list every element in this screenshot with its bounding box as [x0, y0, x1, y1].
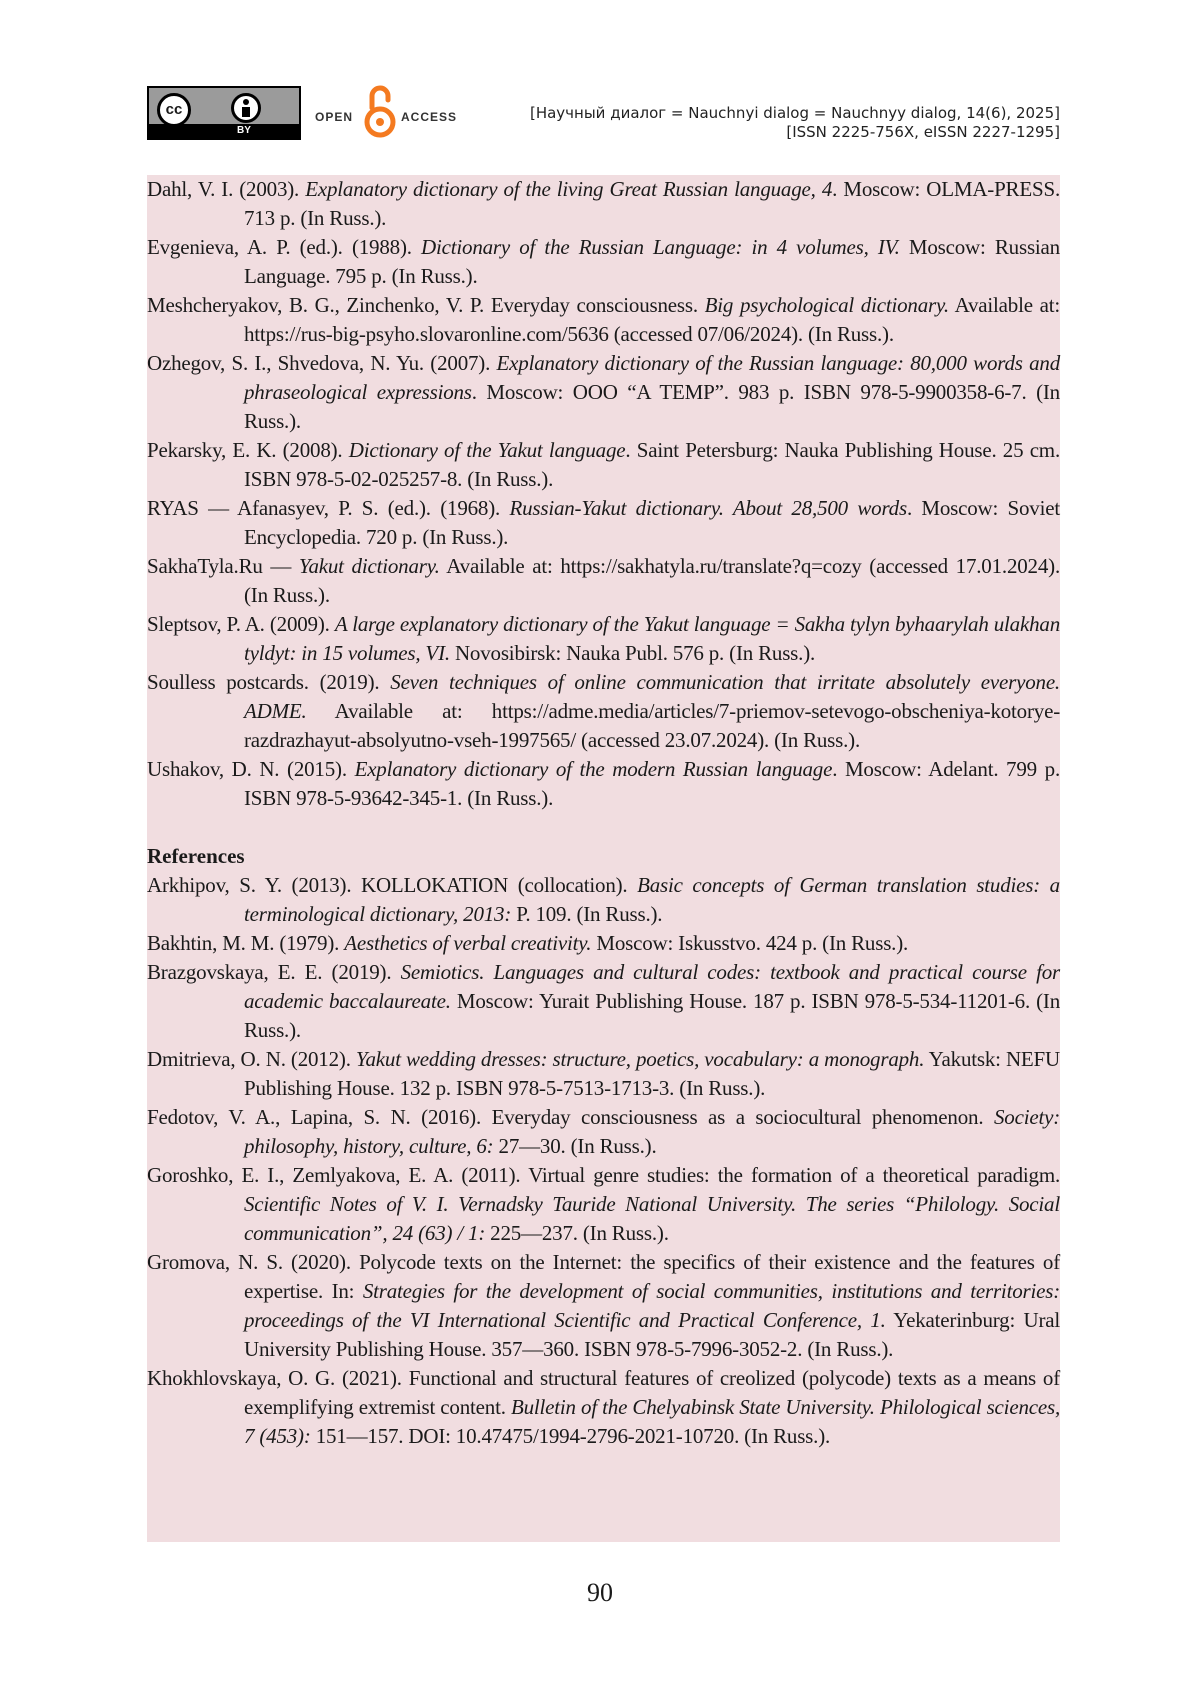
page-header	[147, 84, 1060, 144]
reference-entry: Gromova, N. S. (2020). Polycode texts on the Internet: the specifics of their existence and the features of expertise. In: Strategies for the development of social communities, institutions and territories: proceedings of the VI International Scientific and Practical Conference, 1. Yekaterinburg: Ural University Publishing House. 357—360. ISBN 978-5-7996-3052-2. (In Russ.).	[147, 1250, 1060, 1361]
source-entry: Ushakov, D. N. (2015). Explanatory dictionary of the modern Russian language. Moscow: Adelant. 799 p. ISBN 978-5-93642-345-1. (In Russ.).	[147, 757, 1060, 810]
open-access-lock-icon	[362, 84, 398, 140]
source-entry: Pekarsky, E. K. (2008). Dictionary of the Yakut language. Saint Petersburg: Nauka Publishing House. 25 cm. ISBN 978-5-02-025257-8. (In Russ.).	[147, 438, 1060, 491]
reference-entry: Bakhtin, M. M. (1979). Aesthetics of verbal creativity. Moscow: Iskusstvo. 424 p. (In Russ.).	[147, 931, 909, 955]
source-entry: Dahl, V. I. (2003). Explanatory dictionary of the living Great Russian language, 4. Moscow: OLMA-PRESS. 713 p. (In Russ.).	[147, 177, 1060, 230]
open-label: OPEN	[315, 110, 354, 124]
source-entry: SakhaTyla.Ru — Yakut dictionary. Available at: https://sakhatyla.ru/translate?q=cozy (accessed 17.01.2024). (In Russ.).	[147, 554, 1060, 607]
reference-entry: Goroshko, E. I., Zemlyakova, E. A. (2011). Virtual genre studies: the formation of a theoretical paradigm. Scientific Notes of V. I. Vernadsky Tauride National University. The series “Philology. Social communication”, 24 (63) / 1: 225—237. (In Russ.).	[147, 1163, 1060, 1245]
references-heading: References	[147, 844, 245, 868]
journal-issn-line: [ISSN 2225-756X, eISSN 2227-1295]	[786, 123, 1060, 141]
source-entry: RYAS — Afanasyev, P. S. (ed.). (1968). Russian-Yakut dictionary. About 28,500 words. Moscow: Soviet Encyclopedia. 720 p. (In Russ.).	[147, 496, 1061, 549]
reference-entry: Arkhipov, S. Y. (2013). KOLLOKATION (collocation). Basic concepts of German translation studies: a terminological dictionary, 2013: P. 109. (In Russ.).	[147, 873, 1060, 926]
reference-entry: Khokhlovskaya, O. G. (2021). Functional and structural features of creolized (polycode) texts as a means of exemplifying extremist content. Bulletin of the Chelyabinsk State University. Philological sciences, 7 (453): 151—157. DOI: 10.47475/1994-2796-2021-10720. (In Russ.).	[147, 1366, 1061, 1448]
page-number: 90	[587, 1578, 613, 1607]
source-entry: Soulless postcards. (2019). Seven techniques of online communication that irritate absolutely everyone. ADME. Available at: https://adme.media/articles/7-priemov-setevogo-obscheniya-kotorye-razdrazhayut-absolyutno-vseh-1997565/ (accessed 23.07.2024). (In Russ.).	[147, 670, 1060, 752]
sources-list	[147, 175, 1060, 813]
source-entry: Sleptsov, P. A. (2009). A large explanatory dictionary of the Yakut language = Sakha tylyn byhaarylah ulakhan tyldyt: in 15 volumes, VI. Novosibirsk: Nauka Publ. 576 p. (In Russ.).	[147, 612, 1060, 665]
references-list	[147, 871, 1060, 1451]
reference-entry: Brazgovskaya, E. E. (2019). Semiotics. Languages and cultural codes: textbook and practical course for academic baccalaureate. Moscow: Yurait Publishing House. 187 p. ISBN 978-5-534-11201-6. (In Russ.).	[147, 960, 1061, 1042]
references-block	[147, 175, 1060, 1542]
journal-citation	[530, 104, 1060, 142]
by-label: BY	[149, 124, 299, 138]
source-entry: Evgenieva, A. P. (ed.). (1988). Dictionary of the Russian Language: in 4 volumes, IV. Moscow: Russian Language. 795 p. (In Russ.).	[147, 235, 1060, 288]
journal-title-line: [Научный диалог = Nauchnyi dialog = Nauchnyy dialog, 14(6), 2025]	[529, 104, 1060, 122]
access-label: ACCESS	[401, 110, 458, 124]
attribution-icon	[231, 93, 261, 123]
source-entry: Meshcheryakov, B. G., Zinchenko, V. P. Everyday consciousness. Big psychological dictionary. Available at: https://rus-big-psyho.slovaronline.com/5636 (accessed 07/06/2024). (In Russ.).	[147, 293, 1060, 346]
source-entry: Ozhegov, S. I., Shvedova, N. Yu. (2007). Explanatory dictionary of the Russian language: 80,000 words and phraseological expressions. Moscow: OOO “A TEMP”. 983 p. ISBN 978-5-9900358-6-7. (In Russ.).	[147, 351, 1060, 433]
cc-by-license-badge[interactable]	[147, 86, 301, 140]
reference-entry: Dmitrieva, O. N. (2012). Yakut wedding dresses: structure, poetics, vocabulary: a monograph. Yakutsk: NEFU Publishing House. 132 p. ISBN 978-5-7513-1713-3. (In Russ.).	[147, 1047, 1060, 1100]
creative-commons-icon: cc	[157, 93, 191, 127]
reference-entry: Fedotov, V. A., Lapina, S. N. (2016). Everyday consciousness as a sociocultural phenomenon. Society: philosophy, history, culture, 6: 27—30. (In Russ.).	[147, 1105, 1060, 1158]
